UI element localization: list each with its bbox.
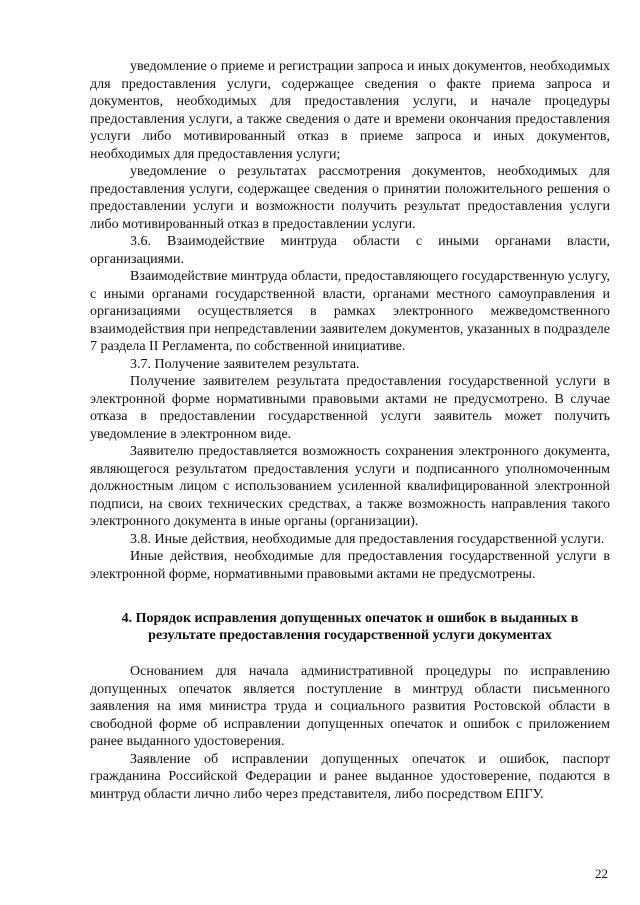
paragraph-result-receipt: Получение заявителем результата предоставления государственной услуги в электронной форме нормативными правовыми актами не предусмотрено. В случае отказа в предоставлении государственной услуги заявитель может получить уведомление в электронном виде. (90, 374, 610, 442)
paragraph-other-actions: Иные действия, необходимые для предоставления государственной услуги в электронной форме, нормативными правовыми актами не предусмотрены. (90, 549, 610, 582)
paragraph-interaction: Взаимодействие минтруда области, предоставляющего государственную услугу, с иными органами государственной власти, органами местного самоуправления и организациями осуществляется в рамках электронного межведомственного взаимодействия при непредставлении заявителем документов, указанных в подразделе 7 раздела II Регламента, по собственной инициативе. (90, 269, 610, 354)
page-number: 22 (595, 866, 608, 881)
paragraph-application: Заявление об исправлении допущенных опечаток и ошибок, паспорт гражданина Российской Федерации и ранее выданное удостоверение, подаются в минтруд области лично либо через представителя, либо посредством ЕПГУ. (90, 751, 610, 802)
subsection-3-6-title: 3.6. Взаимодействие минтруда области с иными органами власти, организациями. (90, 234, 610, 267)
paragraph-notice-receipt: уведомление о приеме и регистрации запроса и иных документов, необходимых для предоставления услуги, содержащее сведения о факте приема запроса и документов, необходимых для предоставления услуги, и начале процедуры предоставления услуги, а также сведения о дате и времени окончания предоставления услуги либо мотивированный отказ в приеме запроса и иных документов, необходимых для предоставления услуги; (90, 59, 610, 162)
subsection-3-8-title: 3.8. Иные действия, необходимые для предоставления государственной услуги. (130, 531, 605, 547)
paragraph-notice-results: уведомление о результатах рассмотрения документов, необходимых для предоставления услуги, содержащее сведения о принятии положительного решения о предоставлении услуги и возможности получить результат предоставления услуги либо мотивированный отказ в предоставлении услуги. (90, 164, 610, 232)
paragraph-grounds: Основанием для начала административной процедуры по исправлению допущенных опечаток является поступление в минтруд области письменного заявления на имя министра труда и социального развития Ростовской области в свободной форме об исправлении допущенных опечаток и ошибок с приложением ранее выданного удостоверения. (90, 664, 610, 749)
section-4-heading: 4. Порядок исправления допущенных опечаток и ошибок в выданных в результате предоставления государственной услуги документах (121, 611, 579, 643)
paragraph-electronic-document: Заявителю предоставляется возможность сохранения электронного документа, являющегося результатом предоставления услуги и подписанного уполномоченным должностным лицом с использованием усиленной квалифицированной электронной подписи, на своих технических средствах, а также возможность направления такого электронного документа в иные органы (организации). (90, 444, 610, 529)
document-page (90, 58, 610, 803)
subsection-3-7-title: 3.7. Получение заявителем результата. (130, 356, 360, 372)
